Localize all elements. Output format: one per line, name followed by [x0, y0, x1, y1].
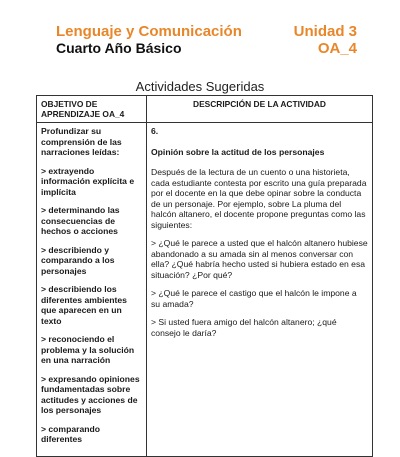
- unit-title: Unidad 3: [293, 23, 357, 40]
- activity-question: > ¿Qué le parece a usted que el halcón altanero hubiese abandonado a su amada sin al menos conversar con ella? ¿Qué habría hecho usted si hubiera estado en esa situación? ¿Por qué?: [151, 238, 368, 280]
- activity-number: 6.: [151, 126, 159, 136]
- objective-code: OA_4: [317, 40, 357, 57]
- grade-title: Cuarto Año Básico: [56, 40, 182, 56]
- header-left: [56, 23, 242, 56]
- header-right: [294, 23, 357, 57]
- objective-item: > expresando opiniones fundamentadas sobre actitudes y acciones de los personajes: [41, 373, 140, 415]
- objective-item: > determinando las consecuencias de hechos o acciones: [41, 205, 120, 236]
- table-header-row: [37, 96, 373, 123]
- subject-title: Lenguaje y Comunicación: [56, 23, 242, 40]
- objective-item: > describiendo y comparando a los personajes: [41, 244, 115, 276]
- description-cell: [147, 123, 373, 457]
- section-title: Actividades Sugeridas: [135, 79, 265, 94]
- objective-intro: Profundizar su comprensión de las narraciones leídas:: [41, 126, 122, 157]
- objective-cell: [37, 123, 147, 457]
- activity-question: > ¿Qué le parece el castigo que el halcón le impone a su amada?: [151, 288, 357, 309]
- activity-table: [36, 95, 373, 457]
- activity-paragraph: Después de la lectura de un cuento o una historieta, cada estudiante contesta por escrito una guía preparada por el docente en la que debe opinar sobre la conducta de un personaje. Por ejemplo, sobre La pluma del halcón altanero, el docente propone preguntas como las siguientes:: [151, 167, 367, 230]
- objective-column-header: OBJETIVO DE APRENDIZAJE OA_4: [37, 96, 147, 123]
- objective-item: > describiendo los diferentes ambientes que aparecen en un texto: [41, 284, 127, 326]
- objective-item: > comparando diferentes: [41, 423, 100, 444]
- description-column-header: DESCRIPCIÓN DE LA ACTIVIDAD: [147, 96, 373, 123]
- objective-item: > extrayendo información explícita e implícita: [41, 165, 135, 197]
- activity-question: > Si usted fuera amigo del halcón altanero; ¿qué consejo le daría?: [151, 317, 337, 338]
- table-row: [37, 123, 373, 457]
- objective-item: > reconociendo el problema y la solución en una narración: [41, 334, 135, 365]
- activity-title: Opinión sobre la actitud de los personajes: [151, 146, 325, 157]
